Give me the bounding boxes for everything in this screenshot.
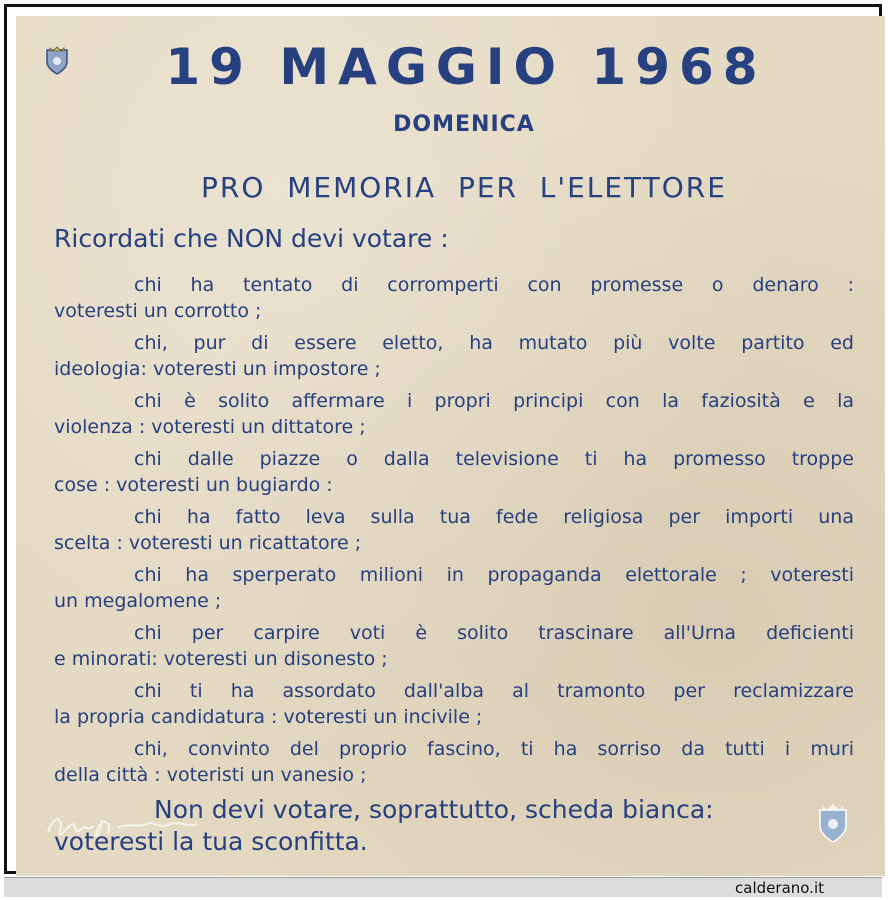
list-item: chi, convinto del proprio fascino, ti ha sorriso da tutti i muri della città : voteristi un vanesio ; (54, 738, 854, 786)
day-title: DOMENICA (393, 112, 535, 137)
leaflet-subtitle: PRO MEMORIA PER L'ELETTORE (201, 171, 727, 204)
list-item: chi è solito affermare i propri principi con la faziosità e la violenza : voteresti un dittatore ; (54, 390, 854, 438)
list-item: chi dalle piazze o dalla televisione ti ha promesso troppe cose : voteresti un bugiardo : (54, 448, 854, 496)
election-leaflet (16, 16, 885, 876)
photo-frame (4, 4, 882, 874)
leaflet-heading: Ricordati che NON devi votare : (54, 224, 449, 253)
list-item: chi ha sperperato milioni in propaganda elettorale ; voteresti un megalomene ; (54, 564, 854, 612)
closing-statement: Non devi votare, soprattutto, scheda bianca: voteresti la tua sconfitta. (54, 795, 714, 856)
list-item: chi per carpire voti è solito trascinare all'Urna deficienti e minorati: voteresti un disonesto ; (54, 622, 854, 670)
site-credit: calderano.it (735, 879, 824, 897)
list-item: chi, pur di essere eletto, ha mutato più volte partito ed ideologia: voteresti un impostore ; (54, 332, 854, 380)
watermark-crest-icon (816, 802, 850, 844)
list-item: chi ha fatto leva sulla tua fede religiosa per importi una scelta : voteresti un ricattatore ; (54, 506, 854, 554)
list-item: chi ti ha assordato dall'alba al tramonto per reclamizzare la propria candidatura : voteresti un incivile ; (54, 680, 854, 728)
town-crest-icon (44, 46, 70, 76)
footer-bar (4, 877, 882, 897)
signature-watermark-icon (42, 802, 222, 852)
date-title: 19 MAGGIO 1968 (165, 38, 767, 96)
list-item: chi ha tentato di corromperti con promesse o denaro : voteresti un corrotto ; (54, 274, 854, 322)
